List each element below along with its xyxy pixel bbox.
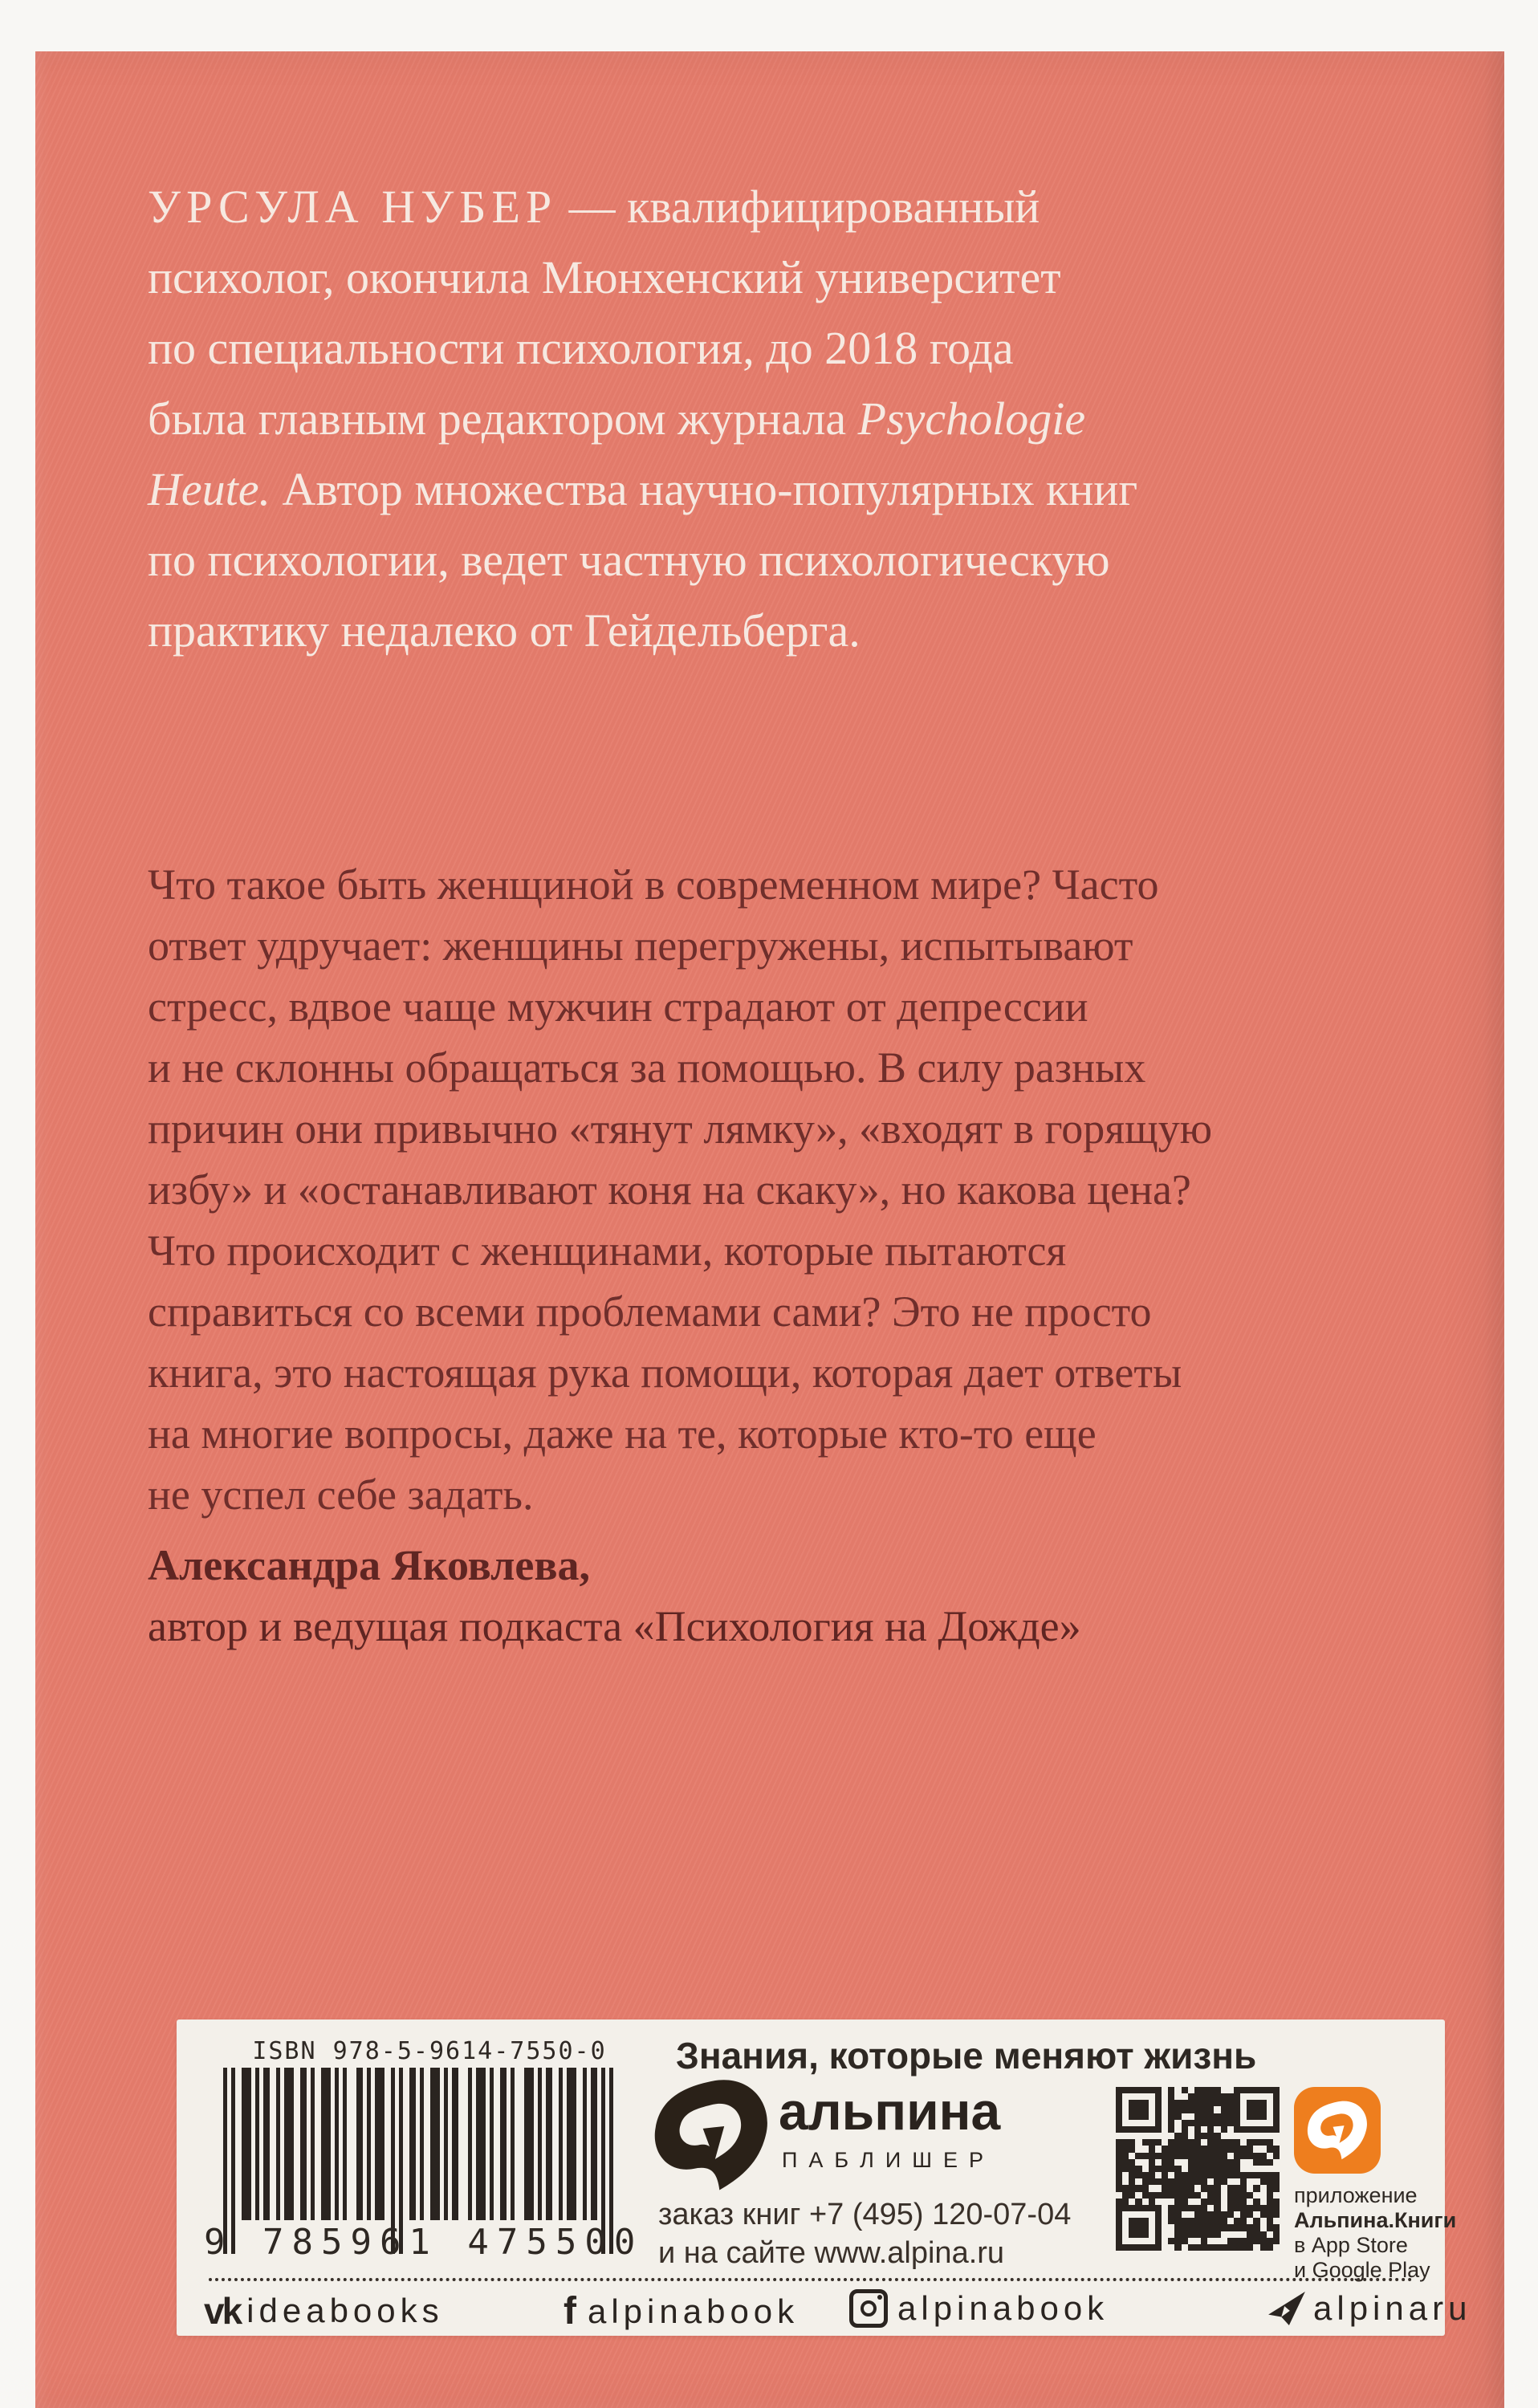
app-info (1294, 2183, 1456, 2283)
publisher-type: ПАБЛИШЕР (782, 2148, 995, 2172)
blurb-line: ответ удручает: женщины перегружены, испытывают (148, 921, 1133, 970)
blurb-line: и не склонны обращаться за помощью. В силу разных (148, 1043, 1146, 1092)
reviewer-role: автор и ведущая подкаста «Психология на Дожде» (148, 1602, 1081, 1650)
bio-line: по специальности психология, до 2018 года (148, 322, 1014, 374)
social-alpinaru-handle: alpinaru (1313, 2289, 1472, 2327)
review-attribution (148, 1535, 1448, 1657)
bio-line: практику недалеко от Гейдельберга. (148, 604, 861, 657)
blurb-line: стресс, вдвое чаще мужчин страдают от депрессии (148, 982, 1088, 1031)
bio-line: психолог, окончила Мюнхенский университет (148, 251, 1061, 303)
app-name: Альпина.Книги (1294, 2208, 1457, 2232)
social-vk (204, 2289, 444, 2333)
isbn-text: ISBN 978-5-9614-7550-0 (252, 2037, 607, 2065)
blurb-line: не успел себе задать. (148, 1470, 534, 1519)
social-row (201, 2289, 1472, 2333)
bio-line: была главным редактором журнала Psychologie (148, 393, 1086, 445)
order-phone: заказ книг +7 (495) 120-07-04 (658, 2198, 1072, 2231)
reviewer-name: Александра Яковлева, (148, 1541, 591, 1589)
book-back-cover (35, 51, 1504, 2408)
alpina-logo-icon (652, 2079, 771, 2191)
bio-line: УРСУЛА НУБЕР — квалифицированный (148, 181, 1040, 233)
blurb-line: справиться со всеми проблемами сами? Это не просто (148, 1287, 1152, 1336)
blurb-line: избу» и «останавливают коня на скаку», но какова цена? (148, 1165, 1191, 1214)
social-instagram (849, 2289, 1109, 2328)
publisher-label (177, 2020, 1472, 2336)
vk-icon: vk (204, 2290, 241, 2332)
blurb-line: Что такое быть женщиной в современном мире? Часто (148, 860, 1159, 909)
blurb-line: на многие вопросы, даже на те, которые кто-то еще (148, 1409, 1097, 1458)
google-play-line: и Google Play (1294, 2258, 1430, 2282)
social-vk-handle: ideabooks (246, 2292, 444, 2329)
alpina-app-glyph-icon (1306, 2101, 1369, 2160)
order-website: и на сайте www.alpina.ru (658, 2236, 1005, 2270)
dotted-divider (209, 2278, 1413, 2281)
bio-line: по психологии, ведет частную психологическую (148, 534, 1110, 586)
social-instagram-handle: alpinabook (897, 2289, 1109, 2327)
publisher-tagline: Знания, которые меняют жизнь (676, 2035, 1257, 2076)
publisher-name: альпина (779, 2081, 1001, 2141)
social-alpinaru (1268, 2289, 1471, 2328)
instagram-icon (849, 2289, 888, 2328)
paper-plane-icon (1268, 2292, 1305, 2325)
alpina-books-app-icon (1294, 2087, 1381, 2174)
bio-line: Heute. Автор множества научно-популярных книг (148, 463, 1138, 515)
review-blurb (148, 854, 1448, 1525)
social-facebook (564, 2289, 799, 2333)
app-info-line: приложение (1294, 2183, 1418, 2207)
facebook-icon: f (564, 2290, 581, 2333)
social-facebook-handle: alpinabook (587, 2292, 800, 2330)
barcode-digits: 9 785961 475500 (204, 2222, 644, 2263)
blurb-line: причин они привычно «тянут лямку», «входят в горящую (148, 1104, 1213, 1153)
app-store-line: в App Store (1294, 2233, 1408, 2257)
blurb-line: книга, это настоящая рука помощи, которая дает ответы (148, 1348, 1182, 1397)
author-bio (148, 172, 1400, 666)
qr-code (1116, 2087, 1280, 2251)
blurb-line: Что происходит с женщинами, которые пытаются (148, 1226, 1067, 1275)
